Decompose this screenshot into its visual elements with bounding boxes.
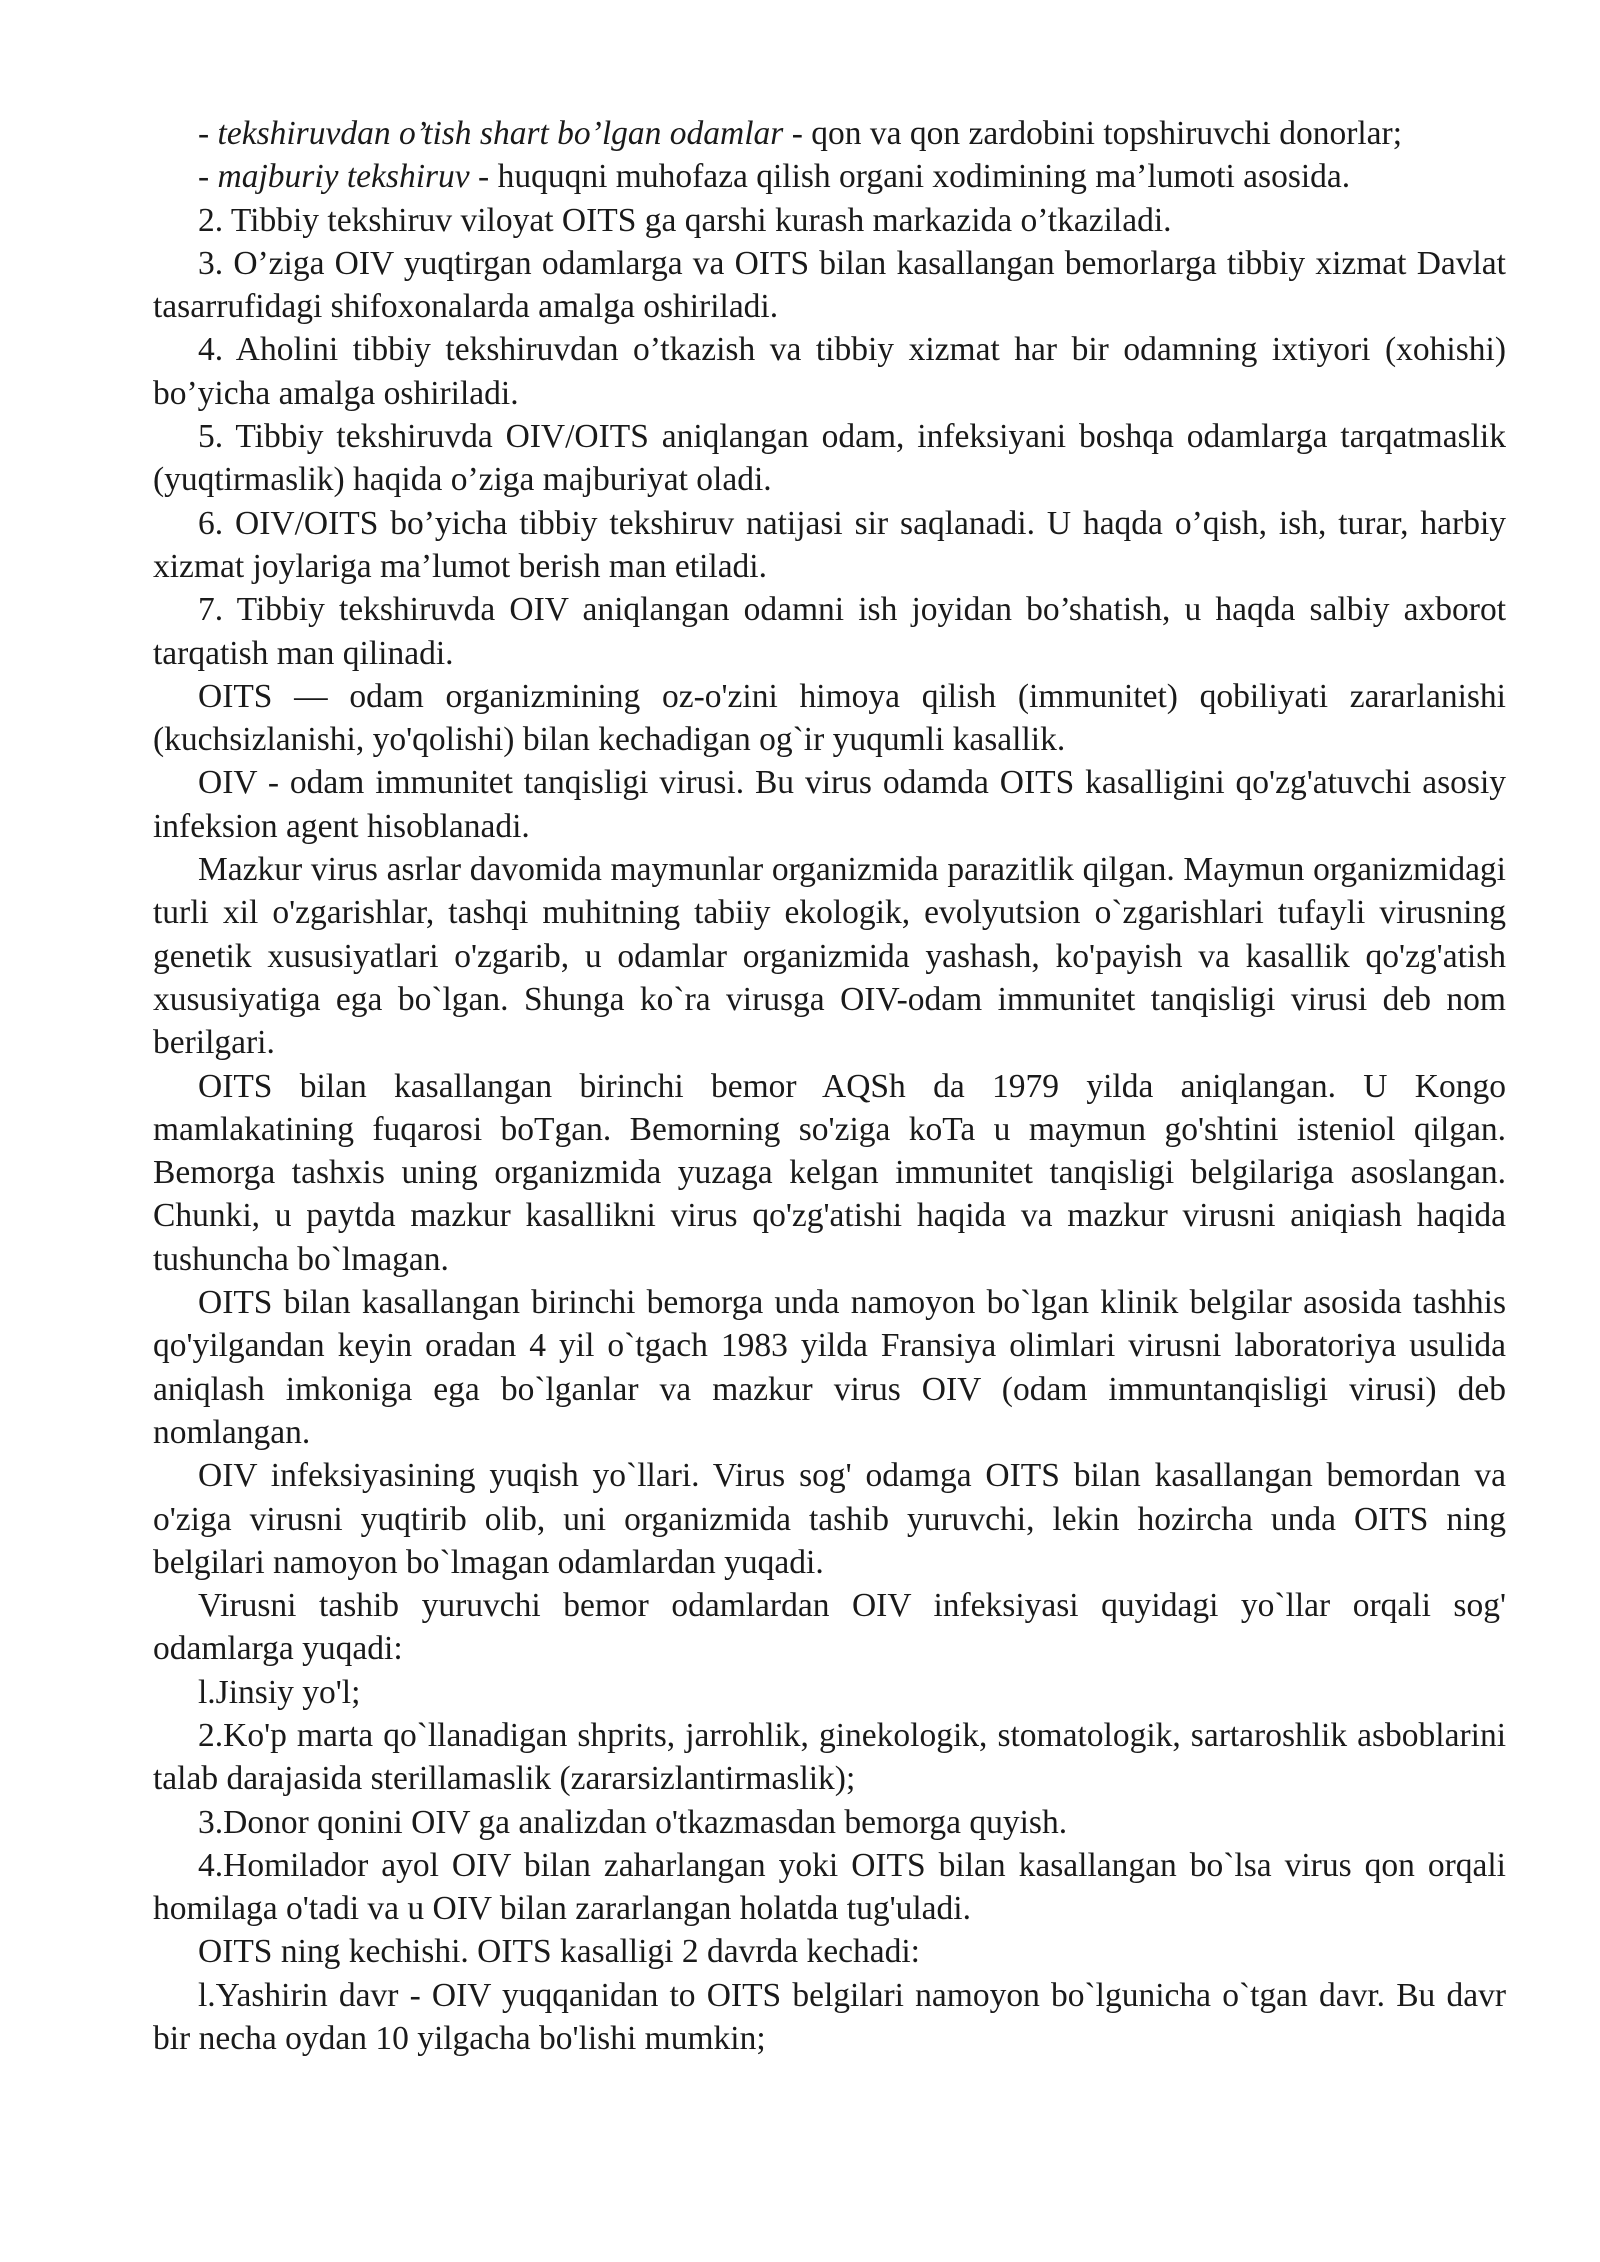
paragraph-text: - qon va qon zardobini topshiruvchi donorlar; xyxy=(783,115,1402,152)
paragraph-route-2: 2.Ko'p marta qo`llanadigan shprits, jarrohlik, ginekologik, stomatologik, sartaroshlik asboblarini talab darajasida sterillamaslik (zararsizlantirmaslik); xyxy=(153,1716,1506,1798)
paragraph-prefix: - xyxy=(198,158,218,196)
paragraph-latent-period: l.Yashirin davr - OIV yuqqanidan to OITS belgilari namoyon bo`lgunicha o`tgan davr. Bu davr bir necha oydan 10 yilgacha bo'lishi mumkin; xyxy=(153,1976,1506,2058)
paragraph-item-7: 7. Tibbiy tekshiruvda OIV aniqlangan odamni ish joyidan bo’shatish, u haqda salbiy axborot tarqatish man qilinadi. xyxy=(153,591,1506,672)
paragraph-transmission-routes: OIV infeksiyasining yuqish yo`llari. Virus sog' odamga OITS bilan kasallangan bemordan va o'ziga virusni yuqtirib olib, uni organizmida tashib yuruvchi, lekin hozircha unda OITS ning belgilari namoyon bo`lmagan odamlardan yuqadi. xyxy=(153,1457,1506,1581)
paragraph-transmission-intro: Virusni tashib yuruvchi bemor odamlardan OIV infeksiyasi quyidagi yo`llar orqali sog' odamlarga yuqadi: xyxy=(153,1587,1506,1668)
paragraph-text: - huquqni muhofaza qilish organi xodimining ma’lumoti asosida. xyxy=(469,158,1351,196)
paragraph-oiv-definition: OIV - odam immunitet tanqisligi virusi. Bu virus odamda OITS kasalligini qo'zg'atuvchi asosiy infeksion agent hisoblanadi. xyxy=(153,764,1506,845)
paragraph-item-6: 6. OIV/OITS bo’yicha tibbiy tekshiruv natijasi sir saqlanadi. U haqda o’qish, ish, turar, harbiy xizmat joylariga ma’lumot berish man etiladi. xyxy=(153,504,1506,585)
paragraph-route-4: 4.Homilador ayol OIV bilan zaharlangan yoki OITS bilan kasallangan bo`lsa virus qon orqali homilaga o'tadi va u OIV bilan zararlangan holatda tug'uladi. xyxy=(153,1846,1506,1928)
paragraph-mandatory-screening xyxy=(153,155,1506,198)
paragraph-disease-course: OITS ning kechishi. OITS kasalligi 2 davrda kechadi: xyxy=(198,1933,920,1971)
paragraph-virus-origin: Mazkur virus asrlar davomida maymunlar organizmida parazitlik qilgan. Maymun organizmidagi turli xil o'zgarishlar, tashqi muhitning tabiiy ekologik, evolyutsion o`zgarishlari tufayli virusning genetik xususiyatlari o'zgarib, u odamlar organizmida yashash, ko'payish va kasallik qo'zg'atish xususiyatiga ega bo`lgan. Shunga ko`ra virusga OIV-odam immunitet tanqisligi virusi deb nom berilgari. xyxy=(153,851,1506,1062)
paragraph-route-3: 3.Donor qonini OIV ga analizdan o'tkazmasdan bemorga quyish. xyxy=(198,1803,1068,1841)
paragraph-item-3: 3. O’ziga OIV yuqtirgan odamlarga va OITS bilan kasallangan bemorlarga tibbiy xizmat Davlat tasarrufidagi shifoxonalarda amalga oshiriladi. xyxy=(153,244,1506,326)
paragraph-route-1: l.Jinsiy yo'l; xyxy=(198,1673,361,1711)
paragraph-oits-definition: OITS — odam organizmining oz-o'zini himoya qilish (immunitet) qobiliyati zararlanishi (kuchsizlanishi, yo'qolishi) bilan kechadigan og`ir yuqumli kasallik. xyxy=(153,677,1506,759)
paragraph-screening-required xyxy=(153,112,1506,155)
italic-term: tekshiruvdan o’tish shart bo’lgan odamlar xyxy=(217,115,784,152)
paragraph-prefix: - xyxy=(198,115,218,152)
paragraph-first-patient: OITS bilan kasallangan birinchi bemor AQSh da 1979 yilda aniqlangan. U Kongo mamlakatining fuqarosi boTgan. Bemorning so'ziga koTa u maymun go'shtini isteniol qilgan. Bemorga tashxis uning organizmida yuzaga kelgan immunitet tanqisligi belgilariga asoslangan. Chunki, u paytda mazkur kasallikni virus qo'zg'atishi haqida va mazkur virusni aniqiash haqida tushuncha bo`lmagan. xyxy=(153,1067,1506,1278)
paragraph-item-4: 4. Aholini tibbiy tekshiruvdan o’tkazish va tibbiy xizmat har bir odamning ixtiyori (xohishi) bo’yicha amalga oshiriladi. xyxy=(153,331,1506,412)
paragraph-virus-identified: OITS bilan kasallangan birinchi bemorga unda namoyon bo`lgan klinik belgilar asosida tashhis qo'yilgandan keyin oradan 4 yil o`tgach 1983 yilda Fransiya olimlari virusni laboratoriya usulida aniqlash imkoniga ega bo`lganlar va mazkur virus OIV (odam immuntanqisligi virusi) deb nomlangan. xyxy=(153,1284,1506,1451)
paragraph-item-2: 2. Tibbiy tekshiruv viloyat OITS ga qarshi kurash markazida o’tkaziladi. xyxy=(198,201,1172,239)
paragraph-item-5: 5. Tibbiy tekshiruvda OIV/OITS aniqlangan odam, infeksiyani boshqa odamlarga tarqatmaslik (yuqtirmaslik) haqida o’ziga majburiyat oladi. xyxy=(153,418,1506,499)
italic-term: majburiy tekshiruv xyxy=(217,158,470,196)
